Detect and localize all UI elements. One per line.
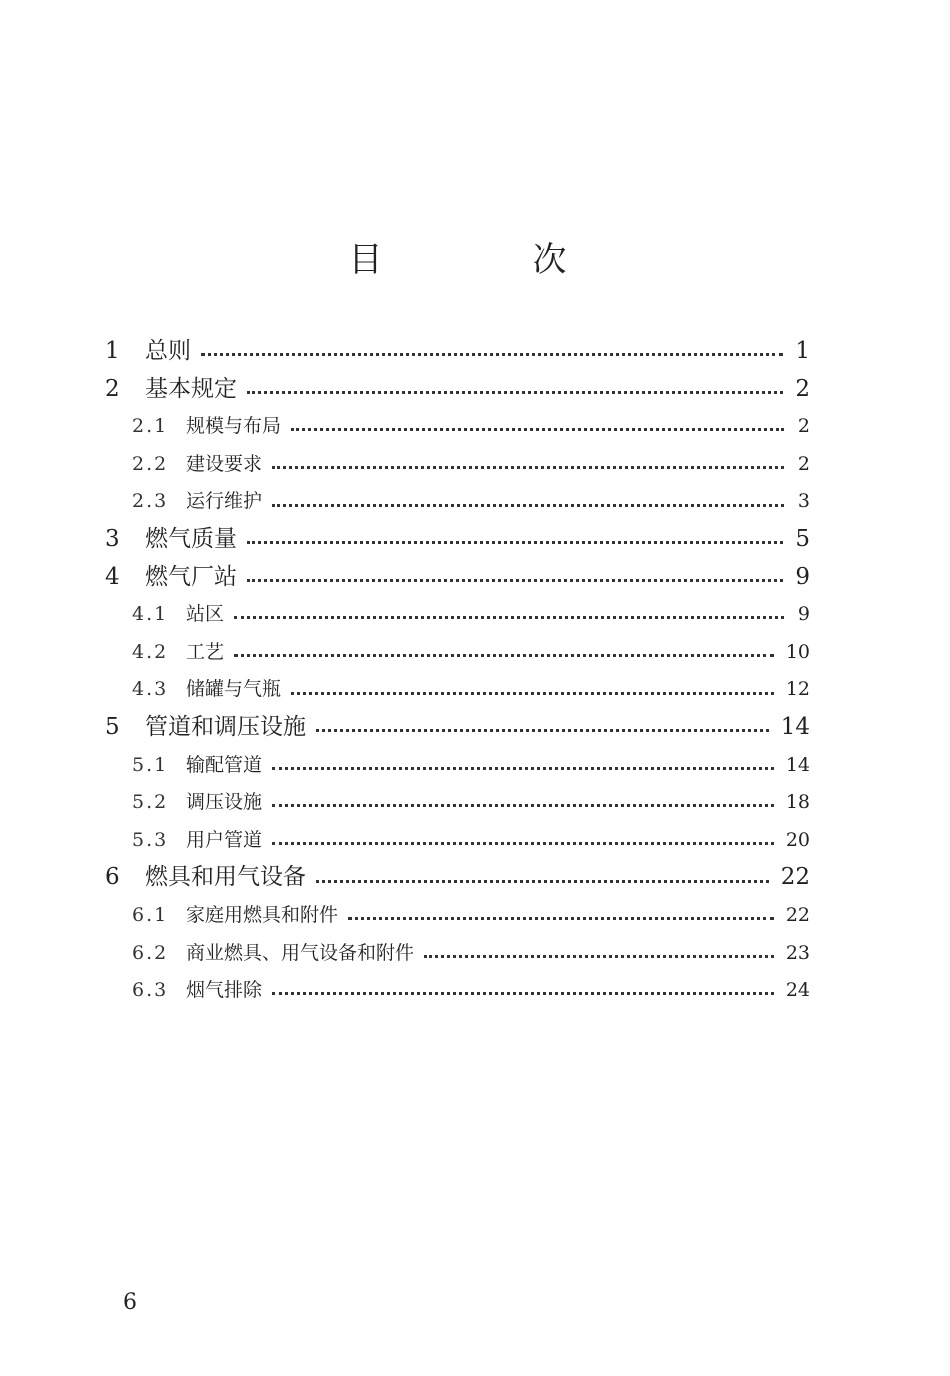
section-number: 6.1 <box>132 903 169 926</box>
section-number: 4.3 <box>132 678 169 701</box>
toc-subentry[interactable] <box>105 972 810 1010</box>
toc-subentry[interactable] <box>105 596 810 634</box>
section-title: 燃具和用气设备 <box>145 864 306 891</box>
page-number: 23 <box>785 941 810 964</box>
dot-leader <box>272 804 774 807</box>
toc-subentry[interactable] <box>105 784 810 822</box>
page-number: 2 <box>795 375 810 402</box>
section-title: 工艺 <box>186 640 225 663</box>
dot-leader <box>272 767 774 770</box>
dot-leader <box>272 466 784 469</box>
page-number: 12 <box>785 678 810 701</box>
page-number: 20 <box>785 828 810 851</box>
page-number: 9 <box>795 563 810 590</box>
section-number: 6 <box>105 864 120 891</box>
section-number: 6.2 <box>132 941 169 964</box>
section-title: 规模与布局 <box>186 415 282 438</box>
section-number: 2 <box>105 375 120 402</box>
dot-leader <box>291 428 784 431</box>
page-number: 22 <box>785 903 810 926</box>
dot-leader <box>234 654 774 657</box>
page-number: 24 <box>785 979 810 1002</box>
dot-leader <box>272 992 774 995</box>
toc-subentry[interactable] <box>105 747 810 785</box>
section-number: 2.3 <box>132 490 169 513</box>
section-number: 2.2 <box>132 452 169 475</box>
toc-entry[interactable] <box>105 859 810 897</box>
section-number: 6.3 <box>132 979 169 1002</box>
section-title: 管道和调压设施 <box>145 713 306 740</box>
toc-title: 目 次 <box>348 240 625 280</box>
toc-subentry[interactable] <box>105 671 810 709</box>
page-number: 10 <box>785 640 810 663</box>
page-number: 18 <box>785 791 810 814</box>
dot-leader <box>291 692 774 695</box>
section-title: 输配管道 <box>186 753 263 776</box>
section-number: 4.1 <box>132 603 169 626</box>
section-number: 5.1 <box>132 753 169 776</box>
toc-entry[interactable] <box>105 521 810 559</box>
section-title: 调压设施 <box>186 791 263 814</box>
page-number: 2 <box>797 415 810 438</box>
dot-leader <box>272 842 774 845</box>
section-number: 5.2 <box>132 791 169 814</box>
section-number: 4 <box>105 563 120 590</box>
section-number: 3 <box>105 525 120 552</box>
toc-subentry[interactable] <box>105 634 810 672</box>
dot-leader <box>272 504 784 507</box>
dot-leader <box>201 353 783 356</box>
page-number: 2 <box>797 452 810 475</box>
section-number: 4.2 <box>132 640 169 663</box>
section-title: 燃气厂站 <box>145 563 237 590</box>
section-title: 家庭用燃具和附件 <box>186 903 339 926</box>
dot-leader <box>247 391 783 394</box>
section-title: 用户管道 <box>186 828 263 851</box>
section-title: 基本规定 <box>145 375 237 402</box>
section-title: 站区 <box>186 603 225 626</box>
dot-leader <box>316 880 769 883</box>
section-number: 1 <box>105 338 120 364</box>
section-number: 2.1 <box>132 415 169 438</box>
toc-subentry[interactable] <box>105 935 810 973</box>
section-title: 储罐与气瓶 <box>186 678 282 701</box>
page-number: 1 <box>795 338 810 364</box>
footer-page-number: 6 <box>123 1290 137 1315</box>
section-number: 5.3 <box>132 828 169 851</box>
dot-leader <box>247 541 783 544</box>
page-number: 3 <box>797 490 810 513</box>
toc-subentry[interactable] <box>105 408 810 446</box>
section-title: 总则 <box>145 338 191 364</box>
page-number: 5 <box>795 525 810 552</box>
dot-leader <box>234 616 784 619</box>
page-number: 22 <box>780 864 810 891</box>
page-number: 14 <box>780 713 810 740</box>
table-of-contents <box>105 333 810 1010</box>
toc-entry[interactable] <box>105 559 810 597</box>
toc-entry[interactable] <box>105 333 810 371</box>
dot-leader <box>348 917 774 920</box>
page-number: 9 <box>797 603 810 626</box>
dot-leader <box>316 729 769 732</box>
section-number: 5 <box>105 713 120 740</box>
page-number: 14 <box>785 753 810 776</box>
toc-subentry[interactable] <box>105 483 810 521</box>
toc-entry[interactable] <box>105 371 810 409</box>
toc-subentry[interactable] <box>105 897 810 935</box>
toc-subentry[interactable] <box>105 446 810 484</box>
toc-subentry[interactable] <box>105 822 810 860</box>
dot-leader <box>247 579 783 582</box>
section-title: 运行维护 <box>186 490 263 513</box>
section-title: 商业燃具、用气设备和附件 <box>186 941 415 964</box>
toc-entry[interactable] <box>105 709 810 747</box>
section-title: 建设要求 <box>186 452 263 475</box>
section-title: 烟气排除 <box>186 979 263 1002</box>
dot-leader <box>424 955 774 958</box>
section-title: 燃气质量 <box>145 525 237 552</box>
